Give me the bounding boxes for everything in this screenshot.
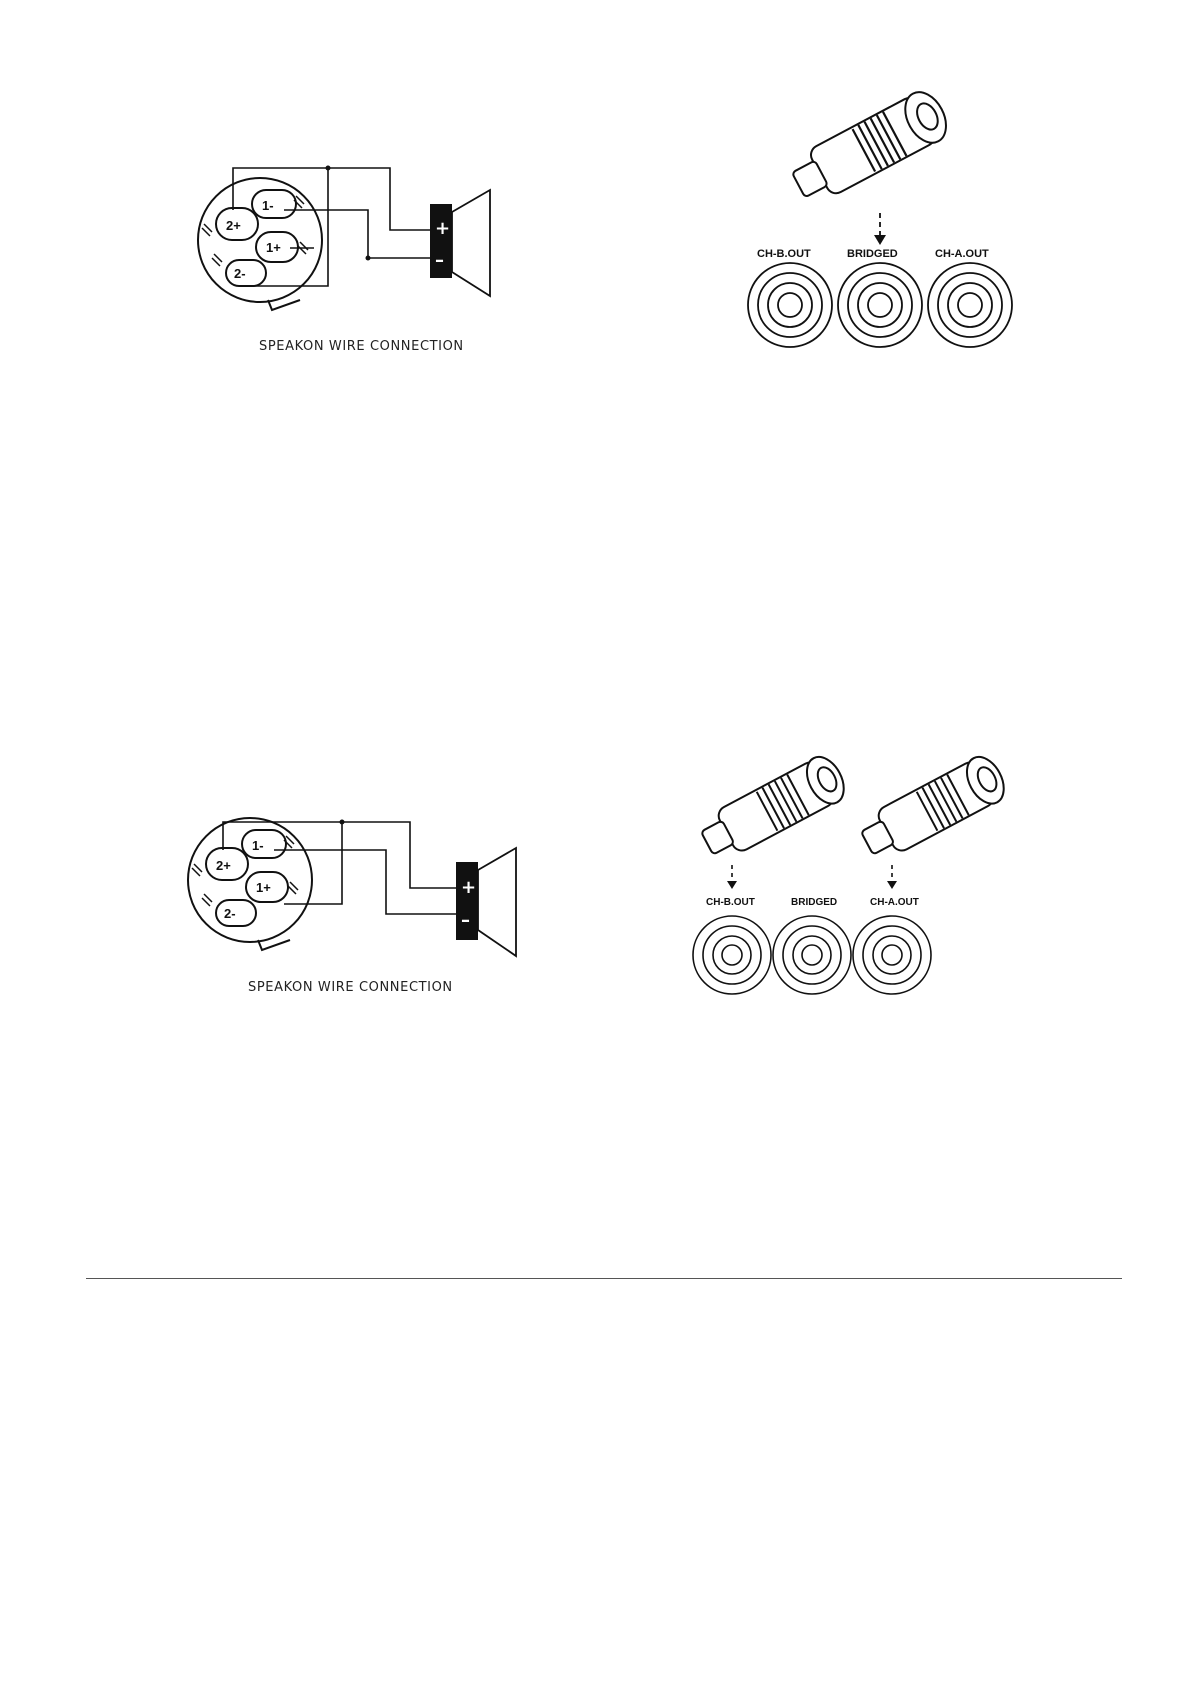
jack-label-chb: CH-B.OUT [757,248,811,260]
wiring-caption-b: SPEAKON WIRE CONNECTION [248,980,453,995]
pin-1minus-label: 1- [262,198,274,213]
pin-2minus-label: 2- [224,906,236,921]
pin-2minus-label: 2- [234,266,246,281]
speaker-icon [452,190,490,296]
pin-1minus-label: 1- [252,838,264,853]
terminal-plus: + [435,218,451,239]
jack-label-bridged: BRIDGED [791,897,838,908]
speakon-plug-icon [855,751,1011,866]
speakon-socket-icon [693,916,931,994]
jack-label-bridged: BRIDGED [847,248,898,260]
speakon-plug-icon [786,85,954,209]
page-divider [86,1278,1122,1279]
terminal-minus: – [461,910,470,931]
pin-2plus-label: 2+ [216,858,231,873]
pin-1plus-label: 1+ [256,880,271,895]
jack-label-chb: CH-B.OUT [706,897,755,908]
speakon-socket-icon [748,263,1012,347]
speakon-plug-icon [695,751,851,866]
terminal-minus: – [435,250,444,271]
output-panel-a [735,95,1025,355]
wiring-diagram-a [190,160,540,330]
terminal-plus: + [461,877,477,898]
pin-2plus-label: 2+ [226,218,241,233]
wiring-diagram-b [180,800,530,970]
jack-label-cha: CH-A.OUT [935,248,989,260]
speaker-icon [478,848,516,956]
wiring-caption-a: SPEAKON WIRE CONNECTION [259,339,464,354]
output-panel-b [688,765,1018,1000]
jack-label-cha: CH-A.OUT [870,897,919,908]
pin-1plus-label: 1+ [266,240,281,255]
